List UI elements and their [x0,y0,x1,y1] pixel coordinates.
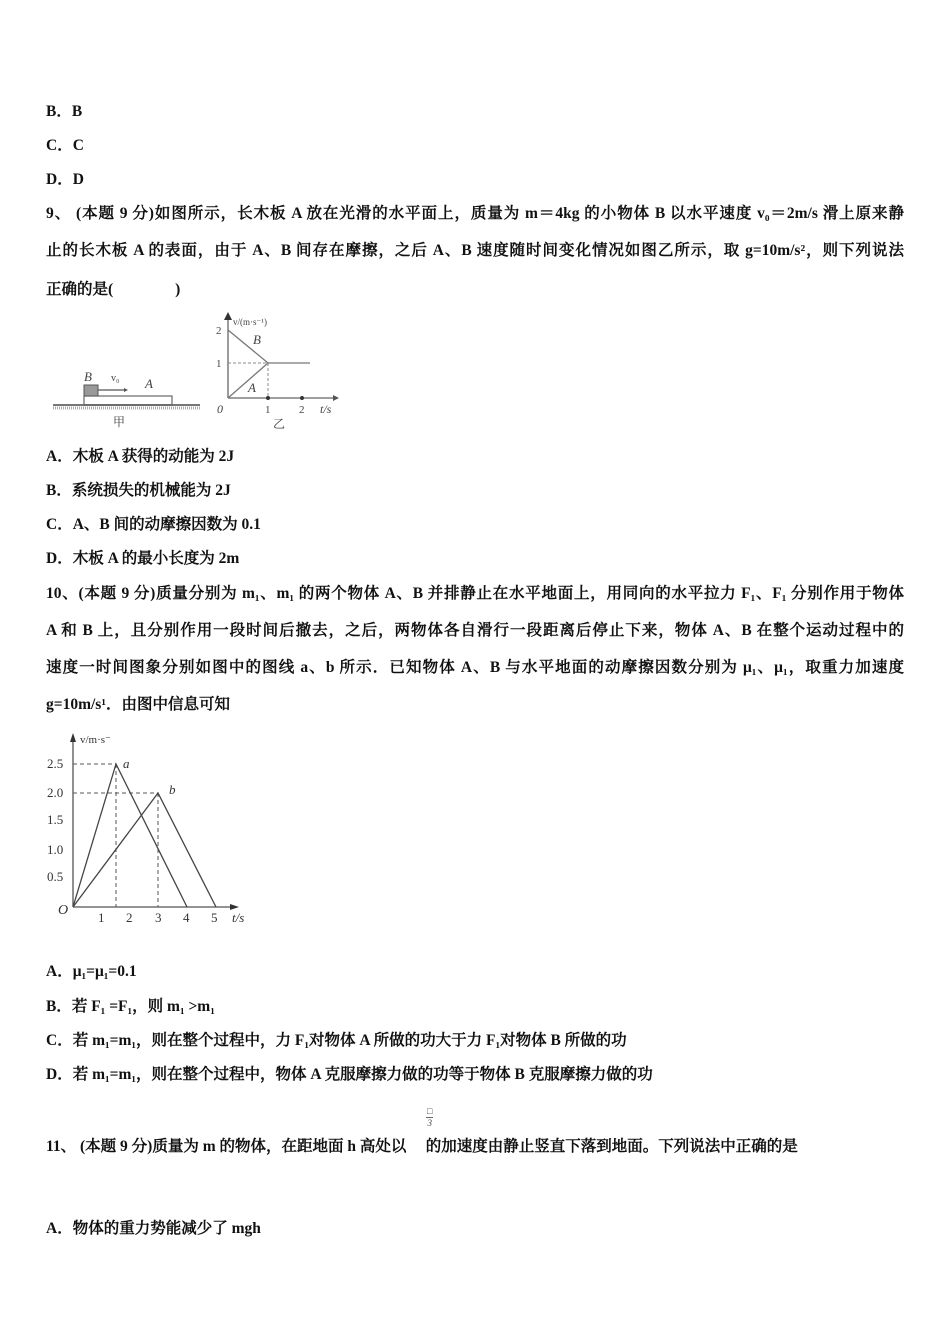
line-b-label: B [253,332,261,347]
ylabel: v/(m·s⁻¹) [233,317,267,327]
line-b [228,330,268,363]
label-a: A [145,376,153,391]
x-tick: 3 [155,910,162,925]
fraction-denominator: 3 [427,1118,432,1128]
q10-text-line: A 和 B 上，且分别作用一段时间后撤去，之后，两物体各自滑行一段距离后停止下来，物体 A、B 在整个运动过程中的 [46,622,904,639]
caption-yi: 乙 [273,417,286,431]
q10-text-line: g=10m/s¹．由图中信息可知 [46,696,230,713]
q10-option-c: C．若 m₁=m₁，则在整个过程中，力 F₁对物体 A 所做的功大于力 F₁对物体 B 所做的功 [46,1032,627,1049]
y-tick: 2.0 [47,785,64,800]
q10-text-line: 10、(本题 9 分)质量分别为 m₁、m₁ 的两个物体 A、B 并排静止在水平地面上，用同向的水平拉力 F₁、F₁ 分别作用于物体 [46,585,904,602]
y-tick: 2.5 [47,756,64,771]
line-b-label: b [169,782,176,797]
y-tick: 0.5 [47,869,64,884]
q9-text-line: 止的长木板 A 的表面，由于 A、B 间存在摩擦，之后 A、B 速度随时间变化情况如图乙所示，取 g=10m/s²，则下列说法 [46,242,904,259]
q10-option-a: A．μ₁=μ₁=0.1 [46,963,137,980]
q11-option-a: A．物体的重力势能减少了 mgh [46,1220,261,1237]
q10-option-b: B．若 F₁ =F₁，则 m₁ >m₁ [46,998,215,1015]
label-v0: v₀ [111,373,120,384]
option-d: D．D [46,171,84,188]
x-tick: 1 [265,404,271,416]
x-tick: 2 [126,910,133,925]
y-tick: 2 [216,325,222,337]
line-a-label: A [248,380,256,395]
ylabel: v/m·s⁻ [80,734,111,746]
origin: 0 [217,402,223,416]
q9-option-d: D．木板 A 的最小长度为 2m [46,550,240,567]
q9-text-line: 正确的是( ) [46,281,181,298]
q10-option-d: D．若 m₁=m₁，则在整个过程中，物体 A 克服摩擦力做的功等于物体 B 克服摩擦力做的功 [46,1066,653,1083]
x-tick: 5 [211,910,218,925]
line-b [73,793,216,907]
q10-text-line: 速度一时间图象分别如图中的图线 a、b 所示．已知物体 A、B 与水平地面的动摩擦因数分别为 μ₁、μ₁，取重力加速度 [46,659,904,676]
y-tick: 1.5 [47,812,64,827]
y-tick: 1.0 [47,842,64,857]
label-b: B [84,369,92,384]
option-c: C．C [46,137,84,154]
q9-text-line: 9、 (本题 9 分)如图所示，长木板 A 放在光滑的水平面上，质量为 m＝4kg 的小物体 B 以水平速度 v₀＝2m/s 滑上原来静 [46,205,904,222]
q9-option-b: B．系统损失的机械能为 2J [46,482,231,499]
x-tick: 2 [299,404,305,416]
fraction [426,1106,433,1129]
block-b [84,385,98,396]
y-tick: 1 [216,358,222,370]
caption-jia: 甲 [113,415,126,429]
origin: O [58,903,69,918]
xlabel: t/s [232,910,245,925]
xlabel: t/s [320,402,332,416]
q11-text-line: 11、 (本题 9 分)质量为 m 的物体，在距地面 h 高处以 的加速度由静止竖直下落到地面。下列说法中正确的是 [46,1138,798,1155]
q10-graph [70,733,239,910]
board-a [84,396,172,405]
option-b: B．B [46,103,83,120]
q9-option-a: A．木板 A 获得的动能为 2J [46,448,235,465]
line-a-label: a [123,756,130,771]
x-tick: 4 [183,910,190,925]
q9-option-c: C．A、B 间的动摩擦因数为 0.1 [46,516,261,533]
x-tick: 1 [98,910,105,925]
fraction-numerator: □ [427,1106,433,1116]
